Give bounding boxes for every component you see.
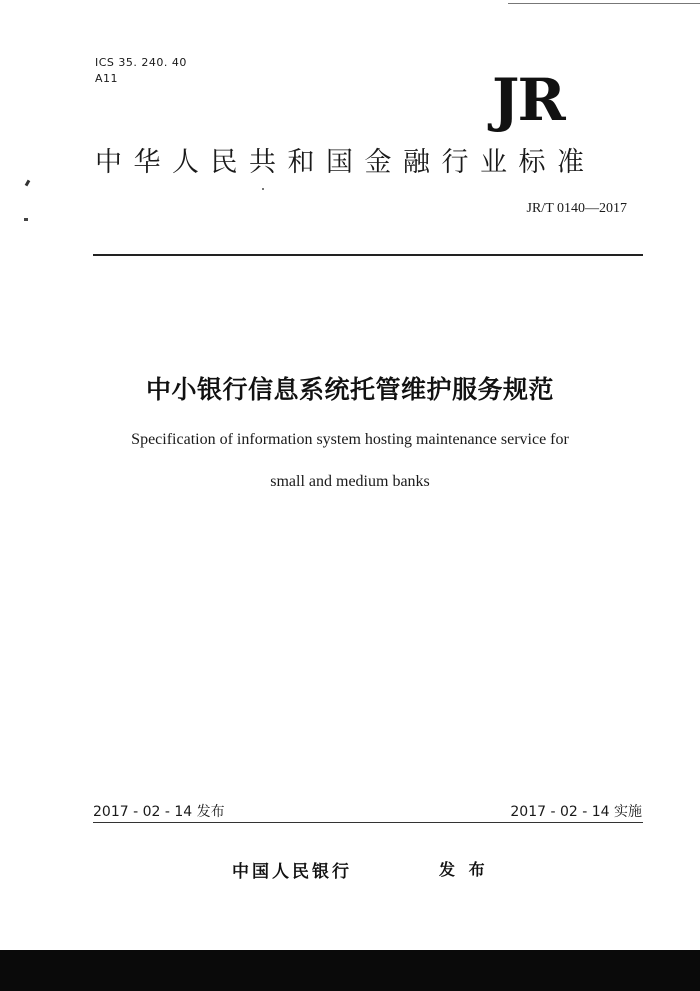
- publish-label: 发 布: [439, 860, 489, 879]
- top-edge-line: [508, 3, 700, 4]
- ccs-code: A11: [95, 72, 119, 85]
- issuer-name: 中国人民银行: [232, 862, 352, 882]
- ics-code: ICS 35. 240. 40: [95, 56, 187, 69]
- scan-bottom-bar: [0, 950, 700, 991]
- chinese-title: 中小银行信息系统托管维护服务规范: [145, 375, 554, 404]
- jr-logo: JR: [492, 66, 564, 134]
- standard-name: 中华人民共和国金融行业标准: [95, 147, 596, 178]
- scan-speck: [262, 188, 264, 190]
- implementation-date: 2017 - 02 - 14 实施: [510, 804, 642, 820]
- english-title-line2: small and medium banks: [270, 473, 430, 490]
- scan-speck: [24, 218, 28, 221]
- footer-divider: [93, 822, 643, 823]
- header-divider: [93, 254, 643, 256]
- issue-date: 2017 - 02 - 14 发布: [93, 804, 225, 820]
- standard-code: JR/T 0140—2017: [526, 201, 627, 216]
- english-title-line1: Specification of information system hosting maintenance service for: [131, 431, 569, 448]
- scan-speck: [25, 180, 31, 187]
